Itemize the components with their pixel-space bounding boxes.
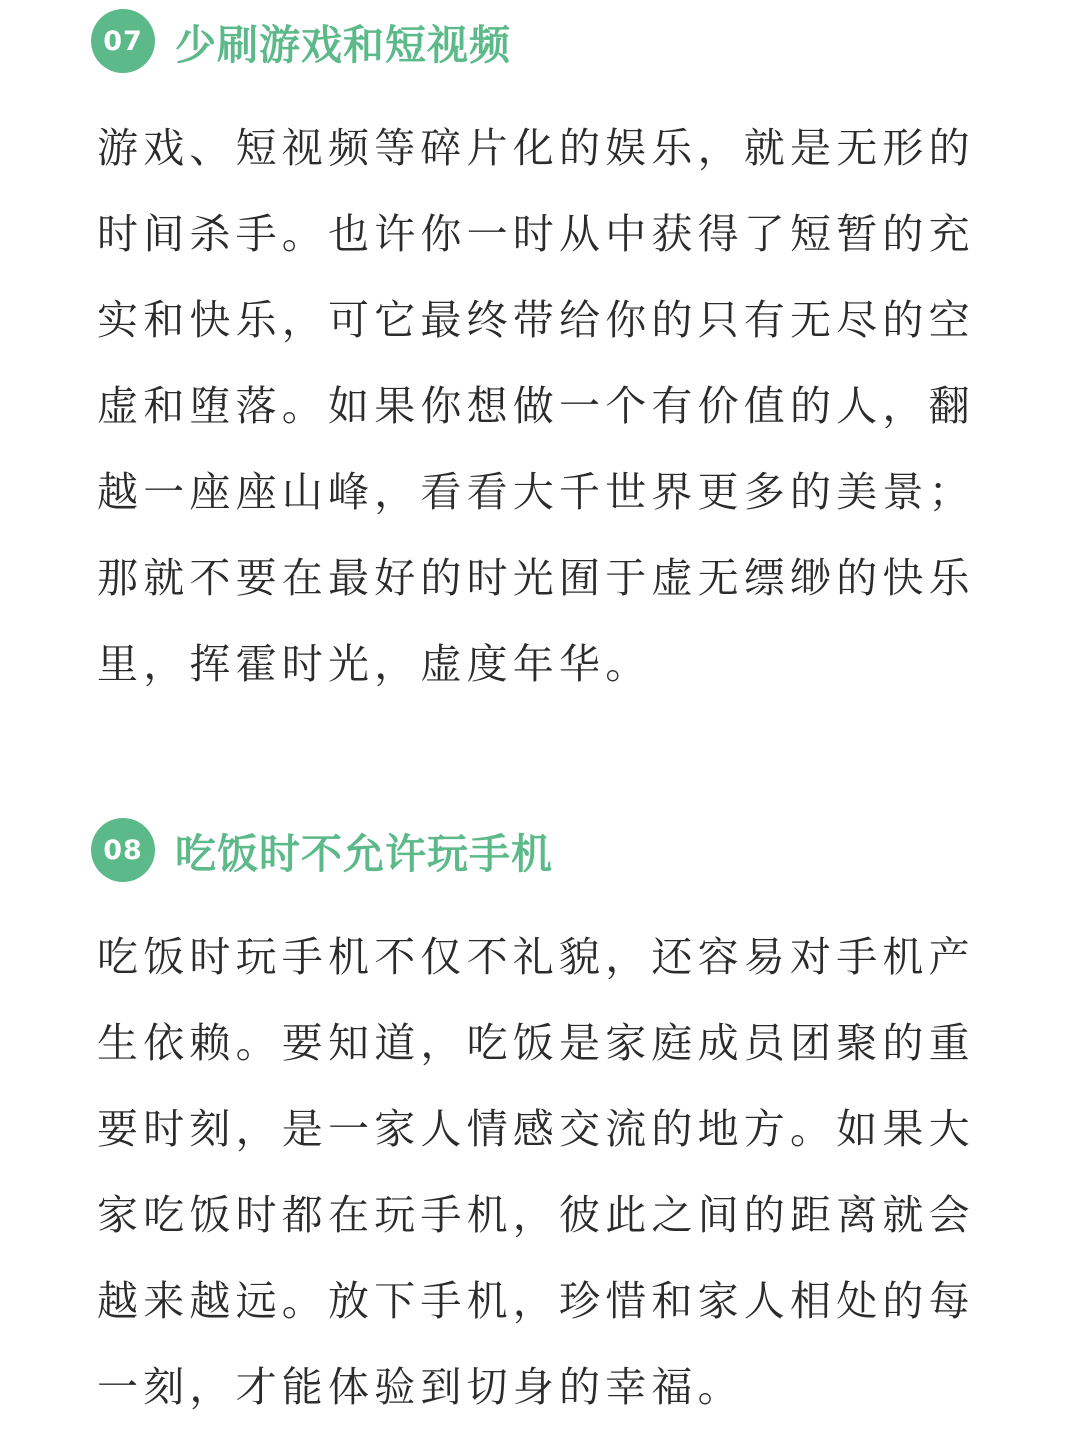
section-header-08 <box>91 818 553 882</box>
section-number-badge: 08 <box>91 818 155 882</box>
section-title: 吃饭时不允许玩手机 <box>175 829 553 878</box>
section-paragraph-08 <box>97 914 975 1430</box>
paragraph-line: 里，挥霍时光，虚度年华。 <box>97 640 652 688</box>
paragraph-line: 家吃饭时都在玩手机，彼此之间的距离就会 <box>97 1191 975 1239</box>
paragraph-line: 一刻，才能体验到切身的幸福。 <box>97 1363 744 1411</box>
paragraph-line: 吃饭时玩手机不仅不礼貌，还容易对手机产 <box>97 933 975 981</box>
section-paragraph-07 <box>97 105 975 707</box>
paragraph-line: 那就不要在最好的时光囿于虚无缥缈的快乐 <box>97 554 975 602</box>
paragraph-line: 实和快乐，可它最终带给你的只有无尽的空 <box>97 296 975 344</box>
paragraph-line: 虚和堕落。如果你想做一个有价值的人，翻 <box>97 382 975 430</box>
paragraph-line: 越一座座山峰，看看大千世界更多的美景； <box>97 468 975 516</box>
paragraph-line: 时间杀手。也许你一时从中获得了短暂的充 <box>97 210 975 258</box>
section-title: 少刷游戏和短视频 <box>175 20 511 69</box>
paragraph-line: 越来越远。放下手机，珍惜和家人相处的每 <box>97 1277 975 1325</box>
section-header-07 <box>91 9 511 73</box>
section-number-badge: 07 <box>91 9 155 73</box>
paragraph-line: 游戏、短视频等碎片化的娱乐，就是无形的 <box>97 124 975 172</box>
paragraph-line: 要时刻，是一家人情感交流的地方。如果大 <box>97 1105 975 1153</box>
paragraph-line: 生依赖。要知道，吃饭是家庭成员团聚的重 <box>97 1019 975 1067</box>
